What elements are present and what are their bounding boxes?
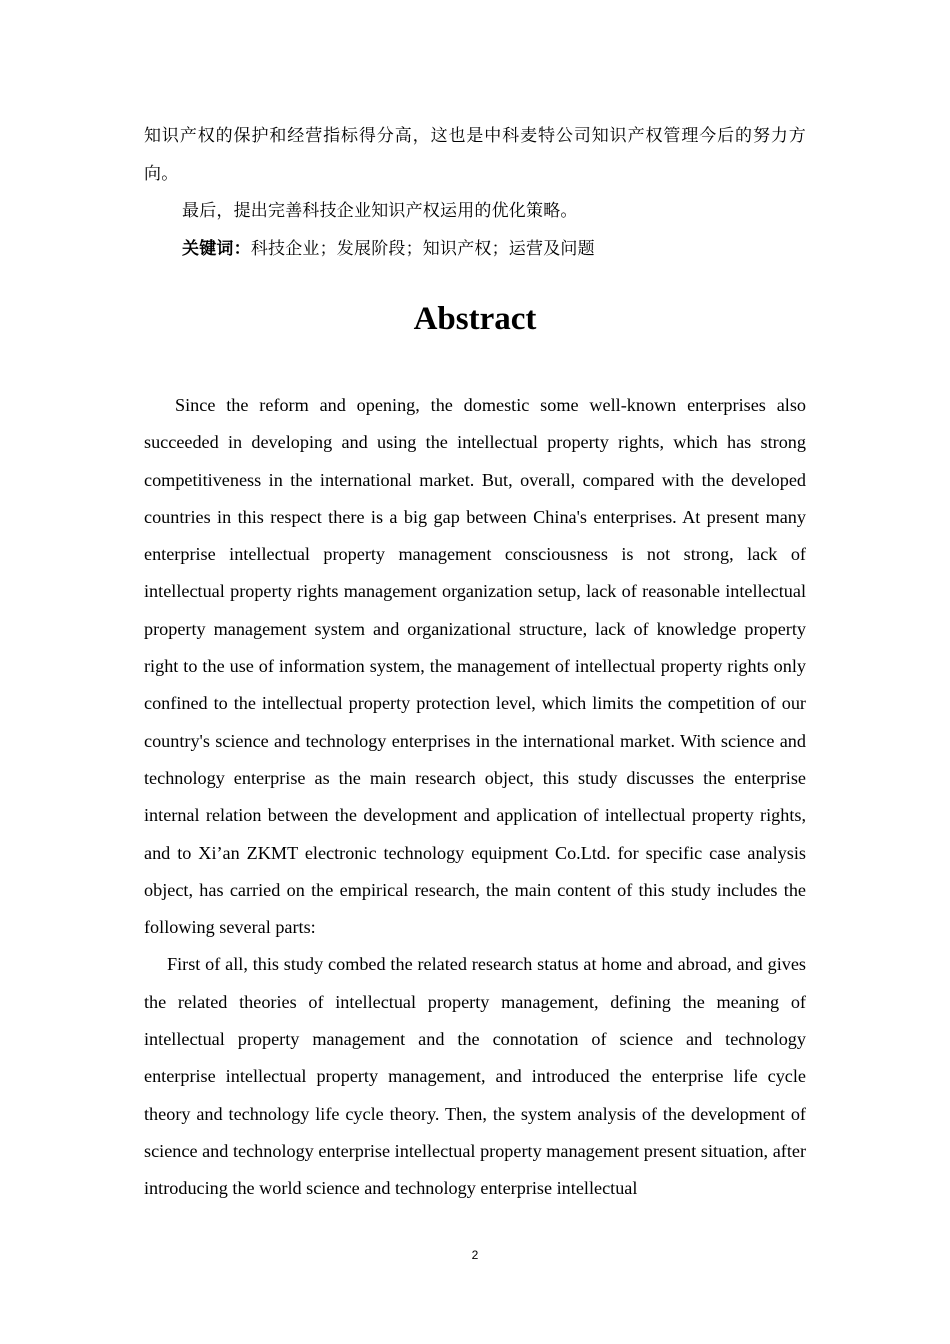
keywords-text: 科技企业；发展阶段；知识产权；运营及问题 [250, 238, 595, 259]
document-page [144, 118, 806, 1208]
chinese-paragraph-continuation: 知识产权的保护和经营指标得分高，这也是中科麦特公司知识产权管理今后的努力方向。 [144, 126, 806, 184]
abstract-title: Abstract [413, 301, 537, 337]
chinese-paragraph-final: 最后，提出完善科技企业知识产权运用的优化策略。 [182, 201, 578, 221]
keywords-label: 关键词： [182, 238, 251, 259]
page-number: 2 [471, 1248, 479, 1262]
abstract-paragraph-1: Since the reform and opening, the domestic some well-known enterprises also succeeded in developing and using the intellectual property rights, which has strong competitiveness in the international market. But, overall, compared with the developed countries in this respect there is a big gap between China's enterprises. At present many enterprise intellectual property management consciousness is not strong, lack of intellectual property rights management organization setup, lack of reasonable intellectual property management system and organizational structure, lack of knowledge property right to the use of information system, the management of intellectual property rights only confined to the intellectual property protection level, which limits the competition of our country's science and technology enterprises in the international market. With science and technology enterprise as the main research object, this study discusses the enterprise internal relation between the development and application of intellectual property rights, and to Xi’an ZKMT electronic technology equipment Co.Ltd. for specific case analysis object, has carried on the empirical research, the main content of this study includes the following several parts: [144, 395, 806, 938]
keywords-line [144, 231, 806, 269]
abstract-paragraph-2: First of all, this study combed the related research status at home and abroad, and gives the related theories of intellectual property management, defining the meaning of intellectual property management and the connotation of science and technology enterprise intellectual property management, and introduced the enterprise life cycle theory and technology life cycle theory. Then, the system analysis of the development of science and technology enterprise intellectual property management present situation, after introducing the world science and technology enterprise intellectual [144, 954, 806, 1199]
